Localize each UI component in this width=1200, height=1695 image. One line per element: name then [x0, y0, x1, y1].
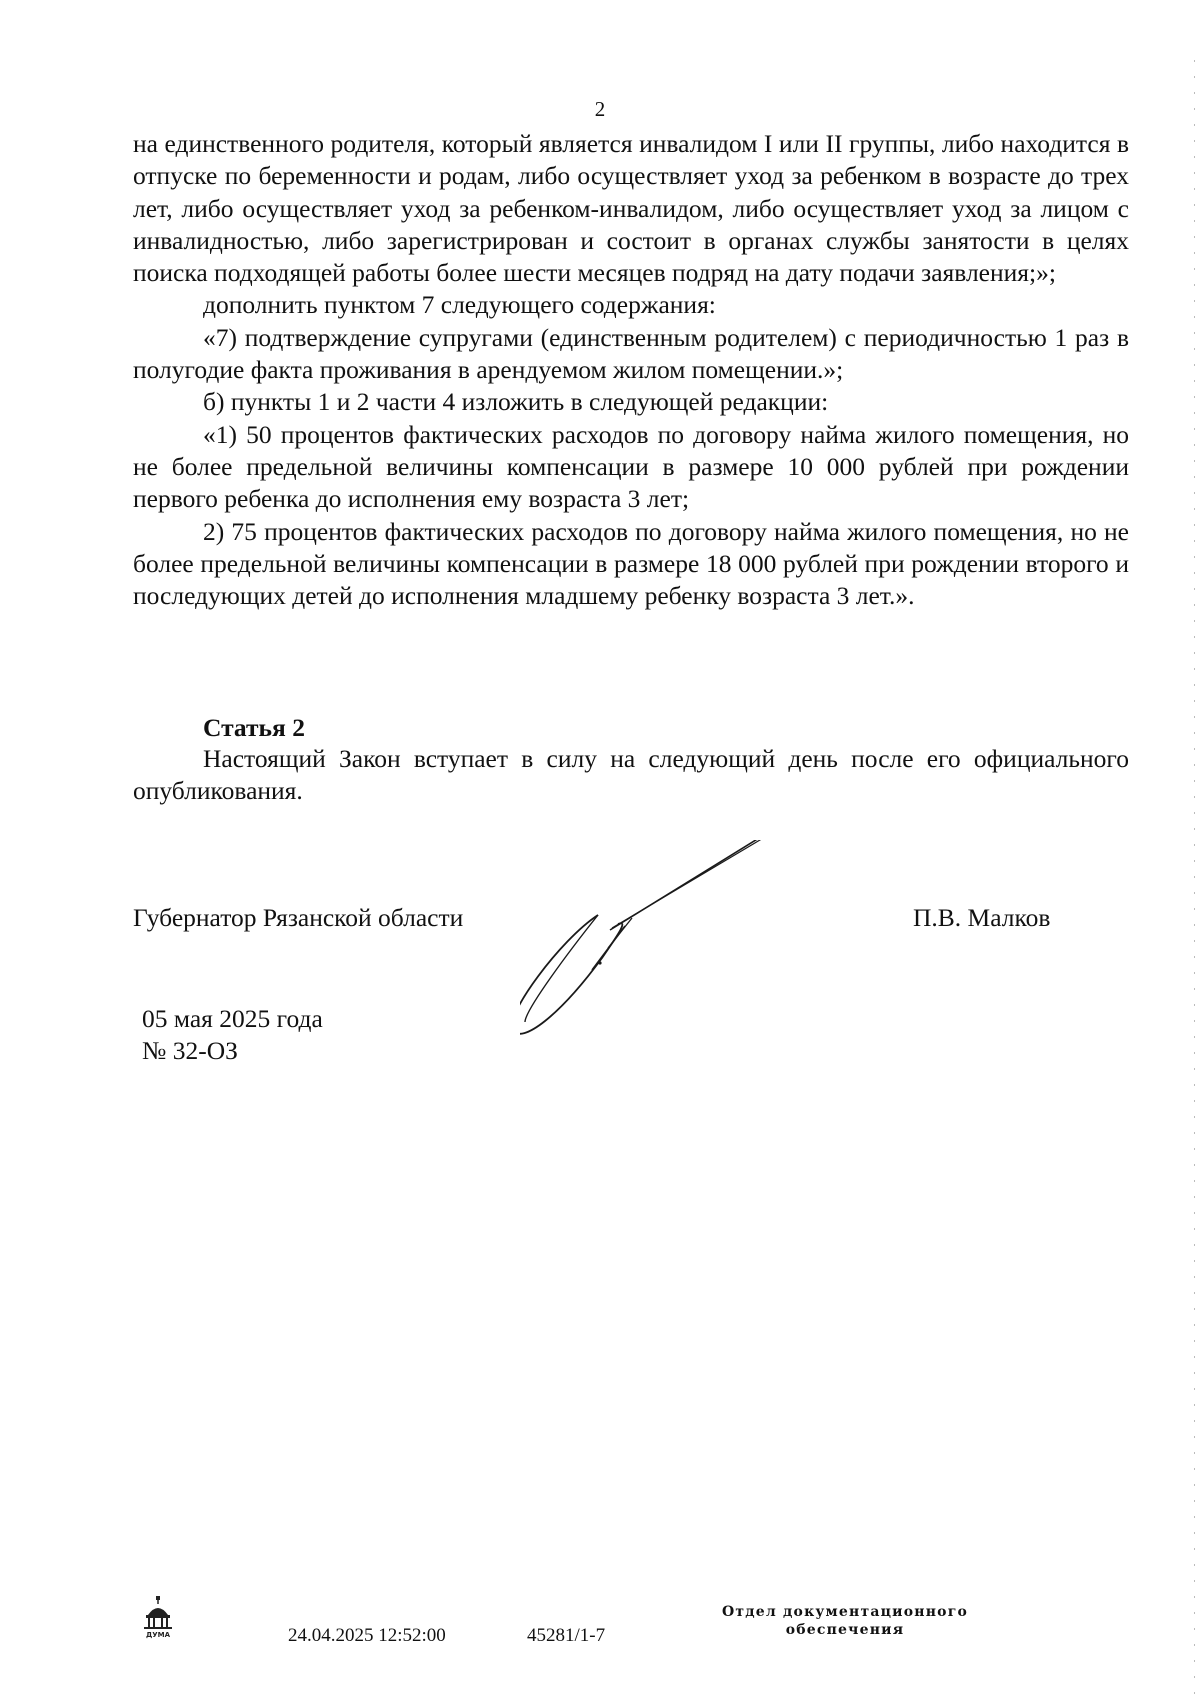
article-2-body: [133, 743, 1129, 808]
department-stamp: [700, 1603, 990, 1639]
footer-document-number: 45281/1-7: [527, 1625, 606, 1646]
department-stamp-line-1: Отдел документационного: [721, 1604, 969, 1620]
paragraph-part-4-amendment: б) пункты 1 и 2 части 4 изложить в следующей редакции:: [203, 387, 829, 417]
signing-date: 05 мая 2025 года: [142, 1004, 323, 1033]
paragraph-item-7-text: «7) подтверждение супругами (единственным родителем) с периодичностью 1 раз в полугодие факта проживания в арендуемом жилом помещении.»;: [133, 322, 1129, 385]
svg-text:ДУМА: ДУМА: [145, 1631, 171, 1639]
paragraph-item-2: 2) 75 процентов фактических расходов по договору найма жилого помещения, но не более предельной величины компенсации в размере 18 000 рублей при рождении второго и последующих детей до исполнения младшему ребенку возраста 3 лет.».: [133, 516, 1129, 611]
duma-emblem-icon: [140, 1595, 176, 1639]
page-number: 2: [594, 97, 606, 121]
law-amendment-text: [133, 128, 1129, 612]
article-2-text: Настоящий Закон вступает в силу на следующий день после его официального опубликования.: [133, 744, 1129, 806]
paragraph-continuation: на единственного родителя, который является инвалидом I или II группы, либо находится в отпуске по беременности и родам, либо осуществляет уход за ребенком в возрасте до трех лет, либо осуществляет уход за ребенком-инвалидом, либо осуществляет уход за лицом с инвалидностью, либо зарегистрирован и состоит в органах службы занятости в целях поиска подходящей работы более шести месяцев подряд на дату подачи заявления;»;: [133, 129, 1129, 288]
handwritten-signature: [520, 840, 850, 1040]
article-2-heading: Статья 2: [203, 713, 305, 742]
scan-edge-marks: [1193, 0, 1196, 1695]
law-number: № 32-ОЗ: [142, 1036, 238, 1065]
signatory-name: П.В. Малков: [913, 903, 1051, 932]
paragraph-supplement-item-7: дополнить пунктом 7 следующего содержания:: [203, 290, 716, 320]
paragraph-item-1: «1) 50 процентов фактических расходов по договору найма жилого помещения, но не более предельной величины компенсации в размере 10 000 рублей при рождении первого ребенка до исполнения ему возраста 3 лет;: [133, 419, 1129, 514]
signatory-title: Губернатор Рязанской области: [133, 903, 464, 932]
footer-timestamp: 24.04.2025 12:52:00: [288, 1625, 446, 1646]
department-stamp-line-2: обеспечения: [785, 1622, 905, 1638]
